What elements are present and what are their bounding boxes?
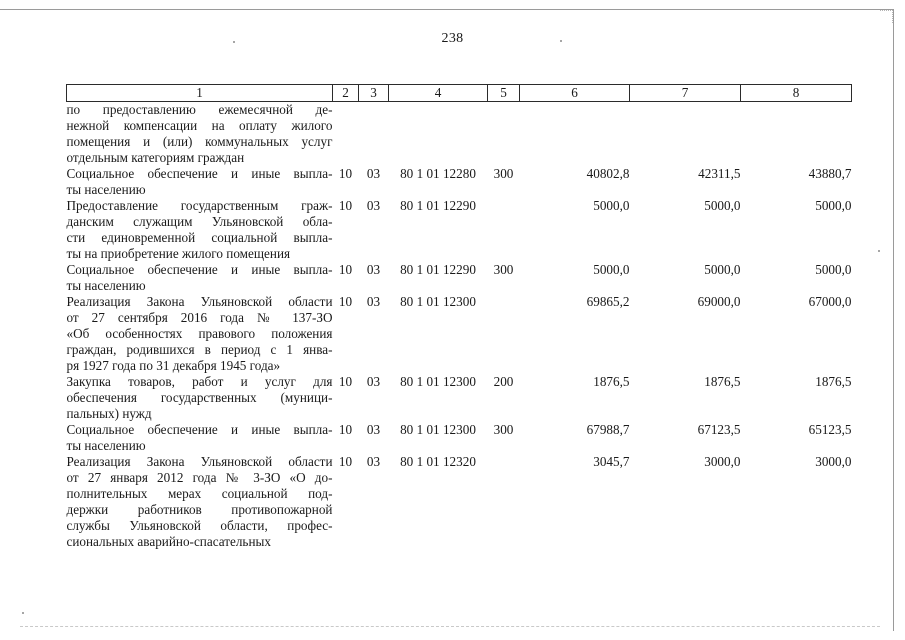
amount-year2-cell [630,102,741,167]
target-article-cell: 80 1 01 12300 [400,422,476,437]
table-row [67,294,852,374]
item-name-line: ты населению [66,278,146,293]
section-code-cell: 10 [338,262,353,277]
amount-year3-cell: 1876,5 [815,374,852,389]
item-name-line: сиональных аварийно-спасательных [66,534,271,549]
subsection-code-cell: 03 [366,422,381,437]
scan-border-bottom [20,626,880,627]
item-name-cell [67,166,333,198]
section-code-cell: 10 [338,166,353,181]
section-code-cell: 10 [338,374,353,389]
item-name-cell [67,422,333,454]
subsection-code-cell: 03 [366,262,381,277]
item-name-line: полнительных мерах социальной под- [66,486,333,501]
column-header: 5 [488,85,520,102]
table-row [67,102,852,167]
amount-year1-cell: 5000,0 [593,198,630,213]
table-row [67,374,852,422]
item-name-line: «Об особенностях правового положения [66,326,333,341]
amount-year2-cell: 3000,0 [704,454,741,469]
amount-year1-cell: 1876,5 [593,374,630,389]
table-header-row [67,85,852,102]
expense-type-cell [488,294,520,374]
budget-table [66,84,852,550]
section-code-cell [333,102,359,167]
item-name-line: Социальное обеспечение и иные выпла- [66,166,333,181]
item-name-line: ты на приобретение жилого помещения [66,246,291,261]
item-name-line: от 27 сентября 2016 года № 137-ЗО [66,310,333,325]
subsection-code-cell: 03 [366,454,381,469]
subsection-code-cell: 03 [366,166,381,181]
amount-year3-cell: 43880,7 [808,166,852,181]
target-article-cell: 80 1 01 12300 [400,294,476,309]
expense-type-cell: 300 [493,262,514,277]
amount-year2-cell: 5000,0 [704,198,741,213]
section-code-cell: 10 [338,422,353,437]
item-name-line: пальных) нужд [66,406,152,421]
item-name-line: по предоставлению ежемесячной де- [66,102,333,117]
amount-year2-cell: 67123,5 [697,422,741,437]
item-name-cell [67,198,333,262]
amount-year3-cell: 65123,5 [808,422,852,437]
item-name-line: службы Ульяновской области, профес- [66,518,333,533]
item-name-line: обеспечения государственных (муници- [66,390,333,405]
scan-border-right [893,9,894,631]
item-name-line: Социальное обеспечение и иные выпла- [66,262,333,277]
item-name-line: ря 1927 года по 31 декабря 1945 года» [66,358,281,373]
amount-year3-cell: 5000,0 [815,198,852,213]
table-body [67,102,852,551]
scan-border-top [0,9,893,10]
scan-speck [22,612,24,614]
item-name-cell [67,454,333,550]
target-article-cell: 80 1 01 12300 [400,374,476,389]
item-name-cell [67,374,333,422]
amount-year1-cell: 40802,8 [586,166,630,181]
item-name-line: Закупка товаров, работ и услуг для [66,374,333,389]
table-row [67,262,852,294]
item-name-line: сти единовременной социальной выпла- [66,230,333,245]
subsection-code-cell: 03 [366,374,381,389]
amount-year1-cell: 69865,2 [586,294,630,309]
expense-type-cell [488,102,520,167]
item-name-cell [67,102,333,167]
amount-year3-cell: 3000,0 [815,454,852,469]
item-name-line: Предоставление государственным граж- [66,198,333,213]
item-name-line: данским служащим Ульяновской обла- [66,214,333,229]
expense-type-cell: 200 [493,374,514,389]
scan-speck [878,250,880,252]
amount-year2-cell: 69000,0 [697,294,741,309]
table-row [67,454,852,550]
amount-year3-cell: 5000,0 [815,262,852,277]
column-header: 3 [359,85,389,102]
item-name-line: держки работников противопожарной [66,502,333,517]
item-name-line: Реализация Закона Ульяновской области [66,454,333,469]
item-name-line: отдельным категориям граждан [66,150,245,165]
item-name-line: граждан, родившихся в период с 1 янва- [66,342,333,357]
column-header: 2 [333,85,359,102]
item-name-line: Социальное обеспечение и иные выпла- [66,422,333,437]
scan-corner-mark [880,10,893,23]
amount-year2-cell: 1876,5 [704,374,741,389]
subsection-code-cell: 03 [366,198,381,213]
section-code-cell: 10 [338,454,353,469]
item-name-line: Реализация Закона Ульяновской области [66,294,333,309]
column-header: 8 [741,85,852,102]
expense-type-cell [488,198,520,262]
amount-year1-cell: 3045,7 [593,454,630,469]
table-row [67,198,852,262]
amount-year2-cell: 5000,0 [704,262,741,277]
amount-year1-cell: 5000,0 [593,262,630,277]
amount-year2-cell: 42311,5 [698,166,741,181]
amount-year3-cell [741,102,852,167]
column-header: 6 [520,85,630,102]
item-name-line: от 27 января 2012 года № 3-ЗО «О до- [66,470,333,485]
section-code-cell: 10 [338,294,353,309]
item-name-line: ты населению [66,182,146,197]
expense-type-cell [488,454,520,550]
item-name-cell [67,262,333,294]
item-name-line: помещения и (или) коммунальных услуг [66,134,333,149]
amount-year3-cell: 67000,0 [808,294,852,309]
target-article-cell: 80 1 01 12280 [400,166,476,181]
expense-type-cell: 300 [493,166,514,181]
subsection-code-cell [359,102,389,167]
target-article-cell: 80 1 01 12290 [400,198,476,213]
item-name-line: ты населению [66,438,146,453]
column-header: 7 [630,85,741,102]
target-article-cell: 80 1 01 12290 [400,262,476,277]
column-header: 4 [389,85,488,102]
item-name-line: нежной компенсации на оплату жилого [66,118,333,133]
target-article-cell [389,102,488,167]
target-article-cell: 80 1 01 12320 [400,454,476,469]
page-number: 238 [441,31,464,46]
table-row [67,166,852,198]
expense-type-cell: 300 [493,422,514,437]
table-row [67,422,852,454]
item-name-cell [67,294,333,374]
amount-year1-cell [520,102,630,167]
amount-year1-cell: 67988,7 [586,422,630,437]
subsection-code-cell: 03 [366,294,381,309]
column-header: 1 [67,85,333,102]
section-code-cell: 10 [338,198,353,213]
